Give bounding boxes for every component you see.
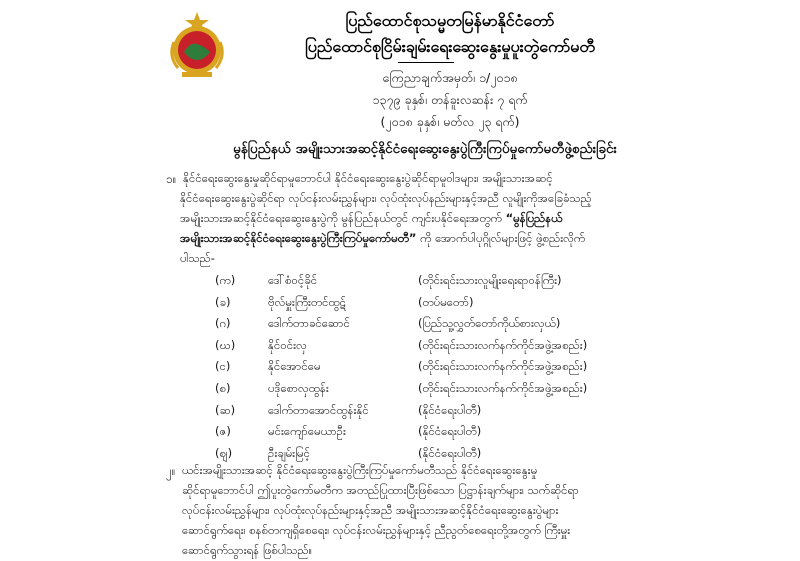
member-name: ဗိုလ်မှူးကြီးတင်ထွဋ်: [268, 294, 347, 309]
member-name: ဒေါ်စံဝင့်ခိုင်: [268, 273, 318, 287]
para1-line: [180, 208, 642, 229]
member-org: (နိုင်ငံရေးပါတီ): [418, 402, 482, 417]
member-org: (တိုင်းရင်းသားလက်နက်ကိုင်အဖွဲ့အစည်း): [418, 337, 588, 352]
member-row: [215, 359, 635, 379]
member-label: (ဈ): [215, 445, 233, 460]
member-row: [215, 338, 635, 358]
member-name: ဒေါက်တာအောင်ထွန်းနိုင်: [268, 402, 369, 417]
member-org: (တိုင်းရင်းသားလက်နက်ကိုင်အဖွဲ့အစည်း): [418, 381, 588, 395]
member-name: မင်းကျော်မေယာဦး: [268, 424, 346, 439]
para2-line: ဆောင်ရွက်ရေး၊ စနစ်တကျရှိစေရေး၊ လုပ်ငန်းလမ်းညွှန်များနှင့် ညီညွတ်စေရေးတို့အတွက် ကြီးမှူး: [182, 523, 571, 537]
para2-line: ဆိုင်ရာမူဘောင်ပါ ဤပူးတွဲကော်မတီက အတည်ပြုထားပြီးဖြစ်သော ပြဋ္ဌာန်းချက်များ၊ သက်ဆိုင်ရာ: [182, 483, 579, 497]
member-label: (က): [215, 273, 236, 287]
member-label: (ဆ): [215, 402, 236, 417]
member-label: (စ): [215, 381, 231, 395]
member-name: ဦးချမ်းမြင့်: [268, 445, 310, 460]
member-name: ပဒိုစောလှထွန်း: [268, 381, 329, 395]
member-name: နိုင်အောင်မေ: [268, 359, 321, 374]
date-myanmar: ၁၃၇၉ ခုနှစ်၊ တန်ခူးလဆန်း ၇ ရက်: [372, 92, 528, 107]
member-label: (ဂ): [215, 316, 231, 331]
member-label: (ခ): [215, 294, 231, 309]
para1-line: နိုင်ငံရေးဆွေးနွေးမှုဆိုင်ရာမူဘောင်ပါ နိုင်ငံရေးဆွေးနွေးပွဲဆိုင်ရာမူဝါဒများ၊ အမျိုးသားအဆင့်: [183, 171, 553, 185]
member-label: (င): [215, 359, 231, 374]
header-title: ပြည်ထောင်စုသမ္မတမြန်မာနိုင်ငံတော်: [345, 11, 555, 30]
member-org: (နိုင်ငံရေးပါတီ): [418, 424, 482, 439]
member-org: (ပြည်သူ့လွှတ်တော်ကိုယ်စားလှယ်): [418, 316, 561, 331]
para1-text: အမျိုးသားအဆင့်နိုင်ငံရေးဆွေးနွေးပွဲကို မွန်ပြည်နယ်တွင် ကျင်းပနိုင်ရေးအတွက်: [180, 211, 502, 225]
para-number: ၁။: [166, 172, 177, 186]
member-row: [215, 403, 635, 423]
member-name: နိုင်ဝင်းလှ: [268, 337, 307, 352]
para1-line: နိုင်ငံရေးဆွေးနွေးပွဲဆိုင်ရာ လုပ်ငန်းလမ်းညွှန်များ၊ လုပ်ထုံးလုပ်နည်းများနှင့်အညီ လူမျိုးကိုအခြေခံသည့်: [180, 191, 592, 205]
member-row: [215, 295, 635, 315]
state-seal-icon: [160, 8, 234, 82]
member-org: (တိုင်းရင်းသားလူမျိုးရေးရာဝန်ကြီး): [418, 273, 562, 287]
para1-line: ပါသည်-: [180, 251, 215, 265]
para2-line: ဆောင်ရွက်သွားရန် ဖြစ်ပါသည်။: [182, 543, 313, 557]
member-name: ဒေါက်တာခင်ဆောင်: [268, 316, 350, 331]
committee-name-bold: “မွန်ပြည်နယ်: [505, 211, 563, 225]
para2-line: လုပ်ငန်းလမ်းညွှန်များ၊ လုပ်ထုံးလုပ်နည်းများနှင့်အညီ အမျိုးသားအဆင့်နိုင်ငံရေးဆွေးနွေးပွဲများ: [182, 503, 559, 517]
notice-number: ကြေညာချက်အမှတ်၊ ၁/၂၀၁၈: [382, 70, 518, 85]
member-row: [215, 381, 635, 401]
member-row: [215, 273, 635, 293]
member-label: (ဃ): [215, 337, 236, 352]
member-row: [215, 424, 635, 444]
member-org: (တိုင်းရင်းသားလက်နက်ကိုင်အဖွဲ့အစည်း): [418, 359, 588, 374]
para1-text: ကို အောက်ပါပုဂ္ဂိုလ်များဖြင့် ဖွဲ့စည်းလိုက်: [420, 231, 586, 245]
member-label: (ဇ): [215, 424, 231, 439]
committee-name-bold: အမျိုးသားအဆင့်နိုင်ငံရေးဆွေးနွေးပွဲကြီးကြပ်မှုကော်မတီ”: [180, 231, 417, 245]
para1-line: [180, 228, 642, 249]
subject-heading: မွန်ပြည်နယ် အမျိုးသားအဆင့်နိုင်ငံရေးဆွေးနွေးပွဲကြီးကြပ်မှုကော်မတီဖွဲ့စည်းခြင်း: [233, 141, 617, 157]
header-divider: [398, 62, 454, 63]
date-gregorian: (၂၀၁၈ ခုနှစ်၊ မတ်လ ၂၃ ရက်): [380, 114, 520, 129]
para2-line: ယင်းအမျိုးသားအဆင့် နိုင်ငံရေးဆွေးနွေးပွဲကြီးကြပ်မှုကော်မတီသည် နိုင်ငံရေးဆွေးနွေးမှု: [182, 463, 538, 477]
header-committee: ပြည်ထောင်စုငြိမ်းချမ်းရေးဆွေးနွေးမှုပူးတွဲကော်မတီ: [305, 37, 595, 56]
member-row: [215, 316, 635, 336]
para-number: ၂။: [166, 464, 176, 478]
member-org: (တပ်မတော်): [418, 294, 474, 309]
member-org: (နိုင်ငံရေးပါတီ): [418, 445, 482, 460]
